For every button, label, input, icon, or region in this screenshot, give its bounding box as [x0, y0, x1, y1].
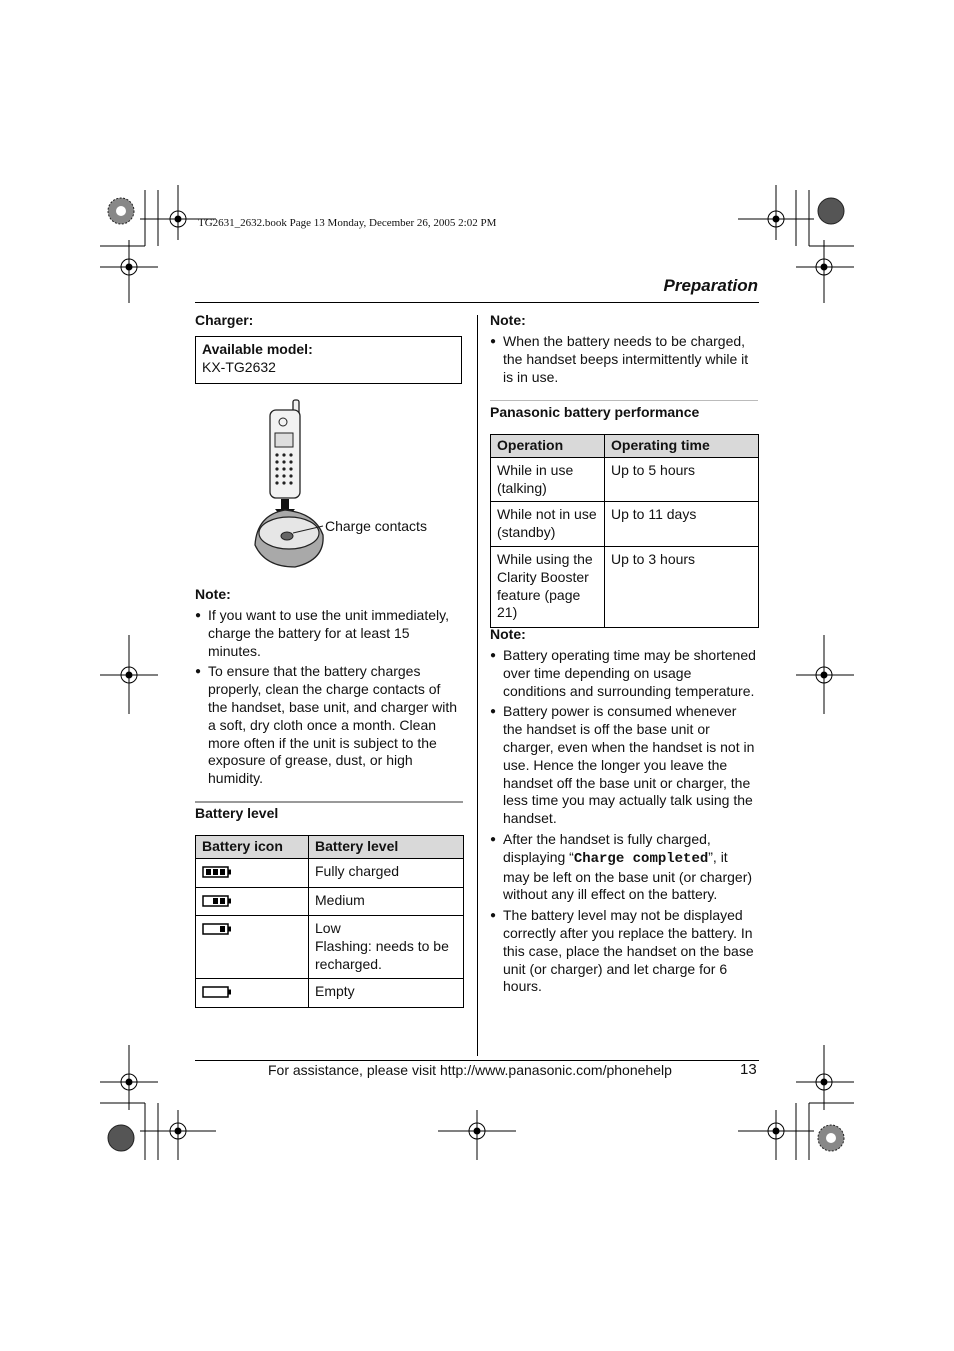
available-model-value: KX-TG2632	[202, 358, 276, 375]
table-header: Battery icon	[196, 836, 309, 859]
table-row	[491, 502, 759, 547]
table-row	[491, 457, 759, 502]
battery-empty-icon	[202, 986, 232, 998]
operation-cell: While not in use (standby)	[491, 502, 605, 547]
available-model-box	[195, 336, 462, 384]
operating-time-cell: Up to 11 days	[605, 502, 759, 547]
note-item: ● Battery operating time may be shortened over time depending on usage conditions and surrounding temperature.	[490, 647, 758, 700]
display-message: Charge completed	[573, 850, 709, 867]
note-item: ● The battery level may not be displayed correctly after you replace the battery. In this case, place the handset on the base unit (or charger) and let charge for 6 hours.	[490, 907, 758, 996]
book-file-info: TG2631_2632.book Page 13 Monday, December 26, 2005 2:02 PM	[198, 217, 497, 229]
table-row	[196, 978, 464, 1007]
left-note-heading: Note:	[195, 586, 231, 602]
right-note2-heading: Note:	[490, 626, 526, 642]
table-row	[196, 887, 464, 916]
table-header-row	[196, 836, 464, 859]
table-row	[196, 916, 464, 978]
note-item: ● If you want to use the unit immediately, charge the battery for at least 15 minutes.	[195, 607, 463, 660]
section-title: Preparation	[663, 276, 758, 295]
note-item: ● When the battery needs to be charged, the handset beeps intermittently while it is in use.	[490, 333, 758, 386]
table-header: Battery level	[309, 836, 464, 859]
battery-level-heading: Battery level	[195, 805, 279, 821]
available-model-label: Available model:	[202, 341, 313, 357]
performance-rule	[490, 400, 758, 401]
battery-level-value: Fully charged	[309, 858, 464, 887]
note-item: ● To ensure that the battery charges properly, clean the charge contacts of the handset, base unit, and charger with a soft, dry cloth once a month. Clean more often if the unit is subject to the exposure of grease, dust, or high humidity.	[195, 663, 463, 788]
table-row	[491, 546, 759, 627]
note-item: ● Battery power is consumed whenever the handset is off the base unit or charger, even when the handset is not in use. Hence the longer you leave the handset off the base unit or charger, the less time you may actually talk using the handset.	[490, 703, 758, 828]
table-header: Operating time	[605, 435, 759, 458]
right-note-heading: Note:	[490, 312, 526, 328]
operation-cell: While in use (talking)	[491, 457, 605, 502]
battery-level-detail: Flashing: needs to be recharged.	[315, 938, 449, 972]
battery-level-table	[195, 835, 464, 1008]
performance-heading: Panasonic battery performance	[490, 404, 700, 420]
operation-cell: While using the Clarity Booster feature (page 21)	[491, 546, 605, 627]
page-number: 13	[740, 1061, 757, 1078]
battery-level-value: Low	[315, 920, 341, 937]
operating-time-cell: Up to 5 hours	[605, 457, 759, 502]
right-notes2-list	[490, 647, 758, 999]
charger-illustration	[245, 395, 445, 575]
column-divider	[477, 315, 478, 1056]
battery-low-icon	[202, 923, 232, 935]
operating-time-cell: Up to 3 hours	[605, 546, 759, 627]
table-header-row	[491, 435, 759, 458]
footer-rule	[195, 1060, 759, 1061]
note-item: ● After the handset is fully charged, displaying “Charge completed”, it may be left on the base unit (or charger) without any ill effect on the battery.	[490, 831, 758, 904]
battery-level-value: Medium	[309, 887, 464, 916]
right-note-list	[490, 333, 758, 389]
charge-contacts-label: Charge contacts	[325, 518, 427, 534]
battery-level-rule	[195, 801, 463, 803]
table-header: Operation	[491, 435, 605, 458]
battery-level-value: Empty	[309, 978, 464, 1007]
battery-full-icon	[202, 866, 232, 878]
charger-heading: Charger:	[195, 312, 254, 328]
battery-performance-table	[490, 434, 759, 628]
assistance-text: For assistance, please visit http://www.panasonic.com/phonehelp	[268, 1062, 672, 1078]
table-row	[196, 858, 464, 887]
header-rule	[195, 302, 759, 303]
left-notes-list	[195, 607, 463, 791]
battery-medium-icon	[202, 895, 232, 907]
